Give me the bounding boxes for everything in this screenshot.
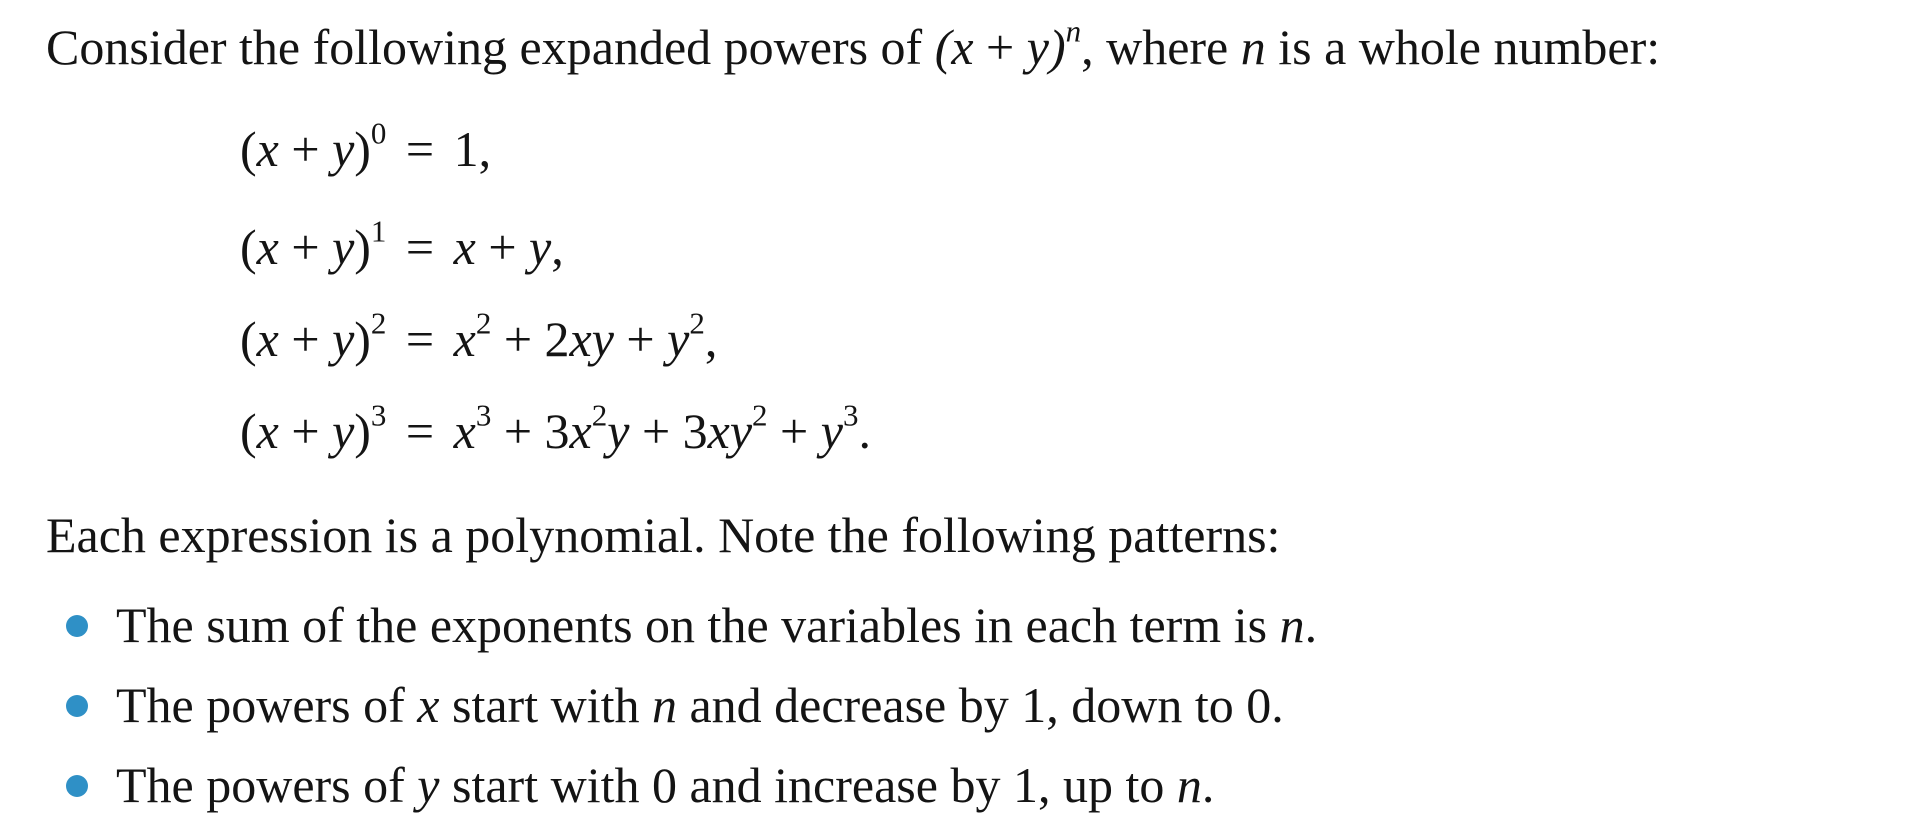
bullet-text: start with 0 and increase by 1, up to	[439, 757, 1177, 813]
bullet-text: .	[1201, 757, 1215, 813]
intro-var-n: n	[1240, 19, 1266, 75]
equation-2	[240, 305, 718, 367]
list-item	[66, 597, 1318, 680]
equation-2-rhs: $x^2 + 2xy + y^2$,	[453, 305, 718, 367]
bullet-var: n	[1176, 757, 1202, 813]
equals-sign: =	[405, 403, 435, 459]
equation-0	[240, 115, 492, 177]
list-item	[66, 757, 1317, 840]
bullet-text: and decrease by 1, down to 0.	[676, 677, 1284, 733]
bullet-var: x	[417, 677, 440, 733]
bullet-dot-icon	[66, 775, 88, 797]
equation-3-exponent: 3	[370, 397, 387, 433]
bullet-text: .	[1304, 597, 1318, 653]
intro-text-after: , where	[1081, 19, 1241, 75]
bullet-var: y	[417, 757, 440, 813]
bullet-text: The sum of the exponents on the variables in each term is	[116, 597, 1280, 653]
patterns-lead-sentence: Each expression is a polynomial. Note the following patterns:	[46, 507, 1281, 563]
equation-1-rhs: x + y,	[453, 219, 564, 275]
bullet-var: n	[1279, 597, 1305, 653]
intro-text-before: Consider the following expanded powers of	[46, 19, 935, 75]
equation-0-rhs: 1,	[453, 121, 492, 177]
list-item	[66, 677, 1317, 760]
equation-3	[240, 397, 871, 459]
bullet-text: The powers of	[116, 677, 418, 733]
equation-2-exponent: 2	[370, 305, 387, 341]
bullet-dot-icon	[66, 615, 88, 637]
equation-0-lhs: $(x + y)^0$	[240, 115, 387, 177]
equation-1	[240, 213, 564, 275]
equation-0-exponent: 0	[370, 115, 387, 151]
equals-sign: =	[405, 311, 435, 367]
equation-3-lhs: $(x + y)^3$	[240, 397, 387, 459]
bullet-text: The powers of	[116, 757, 418, 813]
equation-2-lhs: $(x + y)^2$	[240, 305, 387, 367]
intro-sentence	[46, 13, 1661, 75]
equation-3-rhs: $x^3 + 3x^2y + 3xy^2 + y^3$.	[453, 397, 871, 459]
bullet-var: n	[651, 677, 677, 733]
equals-sign: =	[405, 121, 435, 177]
intro-exponent: n	[1065, 13, 1082, 49]
bullet-dot-icon	[66, 695, 88, 717]
equals-sign: =	[405, 219, 435, 275]
bullet-text: start with	[439, 677, 652, 733]
patterns-bullet-list	[66, 597, 1318, 840]
equation-1-exponent: 1	[370, 213, 387, 249]
equation-1-lhs: $(x + y)^1$	[240, 213, 387, 275]
intro-text-end: is a whole number:	[1265, 19, 1661, 75]
intro-binomial: $(x + y)^n$	[934, 13, 1082, 75]
